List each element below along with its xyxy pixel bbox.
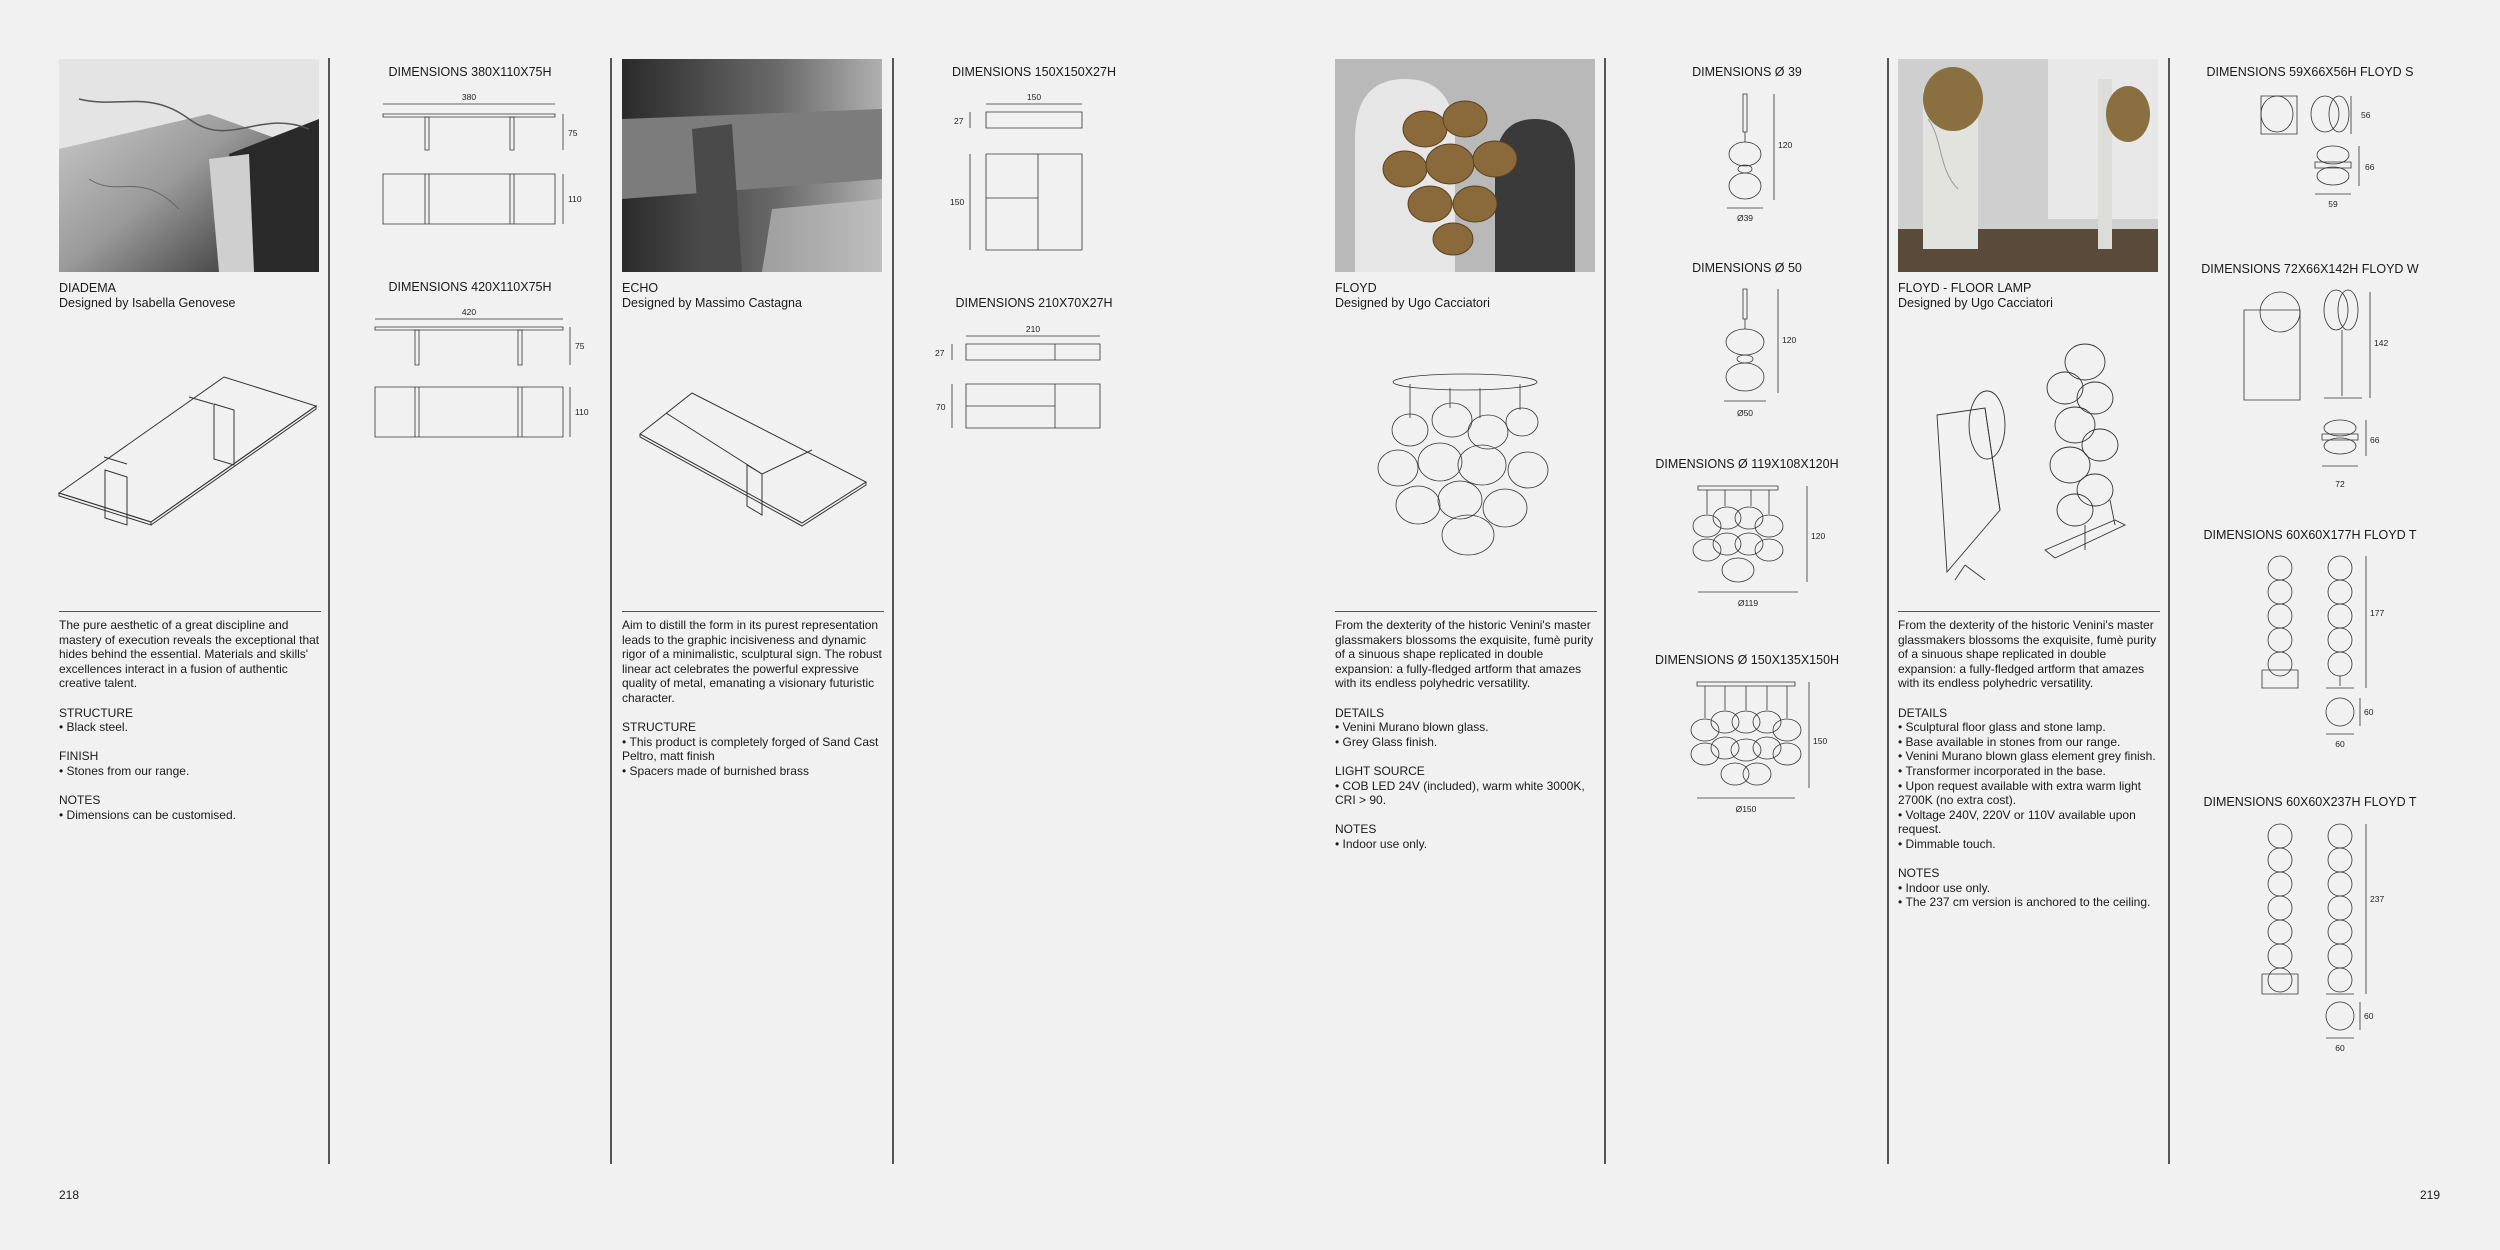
section-item: • Voltage 240V, 220V or 110V available upon request. [1898, 808, 2160, 837]
dimension-title: DIMENSIONS Ø 150X135X150H [1654, 653, 1840, 667]
dimension-height: 142 [2374, 338, 2389, 348]
dimension-height: 75 [575, 341, 585, 351]
description-text: Aim to distill the form in its purest representation leads to the graphic incisiveness and dynamic rigor of a minimalistic, sculptural sign. The robust linear act celebrates the powerful expressive quality of metal, emanating a visionary futuristic character. [622, 618, 882, 705]
diadema-420-drawing [370, 305, 589, 445]
dimension-title: DIMENSIONS 380X110X75H [388, 65, 552, 79]
floyd-39-drawing [1700, 90, 1800, 230]
dimension-title: DIMENSIONS 150X150X27H [952, 65, 1116, 79]
description-text: The pure aesthetic of a great discipline and mastery of execution reveals the exceptional that hides behind the essential. Materials and skills' excellences interact in a fusion of authentic creative talent. [59, 618, 320, 691]
section-item: • COB LED 24V (included), warm white 3000K, CRI > 90. [1335, 779, 1597, 808]
divider [1898, 611, 2160, 612]
dimension-depth: 110 [575, 407, 589, 417]
floyd-chandelier-drawing [1380, 370, 1550, 560]
dimension-length: 420 [461, 307, 477, 317]
divider [1335, 611, 1597, 612]
dimension-title: DIMENSIONS 420X110X75H [388, 280, 552, 294]
floyd-floor-lamp-drawing [1925, 340, 2155, 580]
floyd-floor-description [1898, 618, 2160, 924]
section-item: • Dimmable touch. [1898, 837, 2160, 852]
section-item: • Spacers made of burnished brass [622, 764, 884, 779]
section-heading: NOTES [59, 793, 101, 808]
section-item: • Transformer incorporated in the base. [1898, 764, 2160, 779]
description-text: From the dexterity of the historic Venini's master glassmakers blossoms the exquisite, fumè purity of a sinuous shape replicated in double expansion: a fully-fledged artform that amazes with its endless polyhedric versatility. [1898, 618, 2157, 691]
section-item: • The 237 cm version is anchored to the ceiling. [1898, 895, 2160, 910]
echo-title-block [622, 281, 802, 311]
product-name: FLOYD [1335, 281, 1377, 295]
dimension-height: 56 [2361, 110, 2371, 120]
floyd-50-drawing [1700, 285, 1800, 425]
echo-150-drawing [950, 90, 1100, 260]
column-divider [328, 58, 330, 1164]
product-designer: Designed by Massimo Castagna [622, 296, 802, 310]
dimension-length: 150 [1026, 92, 1042, 102]
product-name: DIADEMA [59, 281, 116, 295]
dimension-width: 59 [2328, 199, 2338, 209]
dimension-title: DIMENSIONS Ø 50 [1692, 261, 1802, 275]
echo-description [622, 618, 884, 793]
dimension-title: DIMENSIONS 210X70X27H [955, 296, 1113, 310]
dimension-depth: 110 [568, 194, 582, 204]
dimension-height: 237 [2370, 894, 2385, 904]
description-text: From the dexterity of the historic Venini's master glassmakers blossoms the exquisite, fumè purity of a sinuous shape replicated in double expansion: a fully-fledged artform that amazes with its endless polyhedric versatility. [1335, 618, 1594, 691]
echo-isometric-drawing [622, 390, 884, 530]
dimension-height: 75 [568, 128, 578, 138]
echo-210-drawing [935, 322, 1110, 432]
section-heading: LIGHT SOURCE [1335, 763, 1425, 778]
section-item: • Sculptural floor glass and stone lamp. [1898, 720, 2160, 735]
floyd-w-drawing [2240, 288, 2390, 498]
dimension-width: Ø50 [1736, 408, 1754, 418]
echo-photo [622, 59, 882, 272]
section-item: • Indoor use only. [1898, 881, 2160, 896]
page-number-left: 218 [59, 1188, 80, 1202]
column-divider [892, 58, 894, 1164]
floyd-title-block [1335, 281, 1490, 311]
dimension-title: DIMENSIONS 60X60X237H FLOYD T [2203, 795, 2417, 809]
dimension-title: DIMENSIONS 72X66X142H FLOYD W [2201, 262, 2419, 276]
divider [59, 611, 321, 612]
column-divider [610, 58, 612, 1164]
column-divider [1887, 58, 1889, 1164]
dimension-width: Ø150 [1735, 804, 1757, 814]
dimension-title: DIMENSIONS 60X60X177H FLOYD T [2203, 528, 2417, 542]
dimension-width: Ø119 [1737, 598, 1759, 608]
product-designer: Designed by Ugo Cacciatori [1898, 296, 2053, 310]
dimension-title: DIMENSIONS Ø 39 [1692, 65, 1802, 79]
dimension-height2: 66 [2365, 162, 2375, 172]
dimension-height: 177 [2370, 608, 2385, 618]
section-item: • Venini Murano blown glass element grey finish. [1898, 749, 2160, 764]
column-divider [2168, 58, 2170, 1164]
floyd-t-177-drawing [2250, 552, 2390, 752]
floyd-floor-lamp-photo [1898, 59, 2158, 272]
section-item: • Stones from our range. [59, 764, 321, 779]
diadema-description [59, 618, 321, 837]
divider [622, 611, 884, 612]
product-designer: Designed by Isabella Genovese [59, 296, 236, 310]
column-divider [1604, 58, 1606, 1164]
section-heading: STRUCTURE [59, 705, 133, 720]
dimension-height: 120 [1811, 531, 1826, 541]
dimension-height2: 66 [2370, 435, 2380, 445]
diadema-380-drawing [375, 90, 582, 230]
floyd-119-drawing [1685, 482, 1825, 622]
floyd-s-drawing [2255, 90, 2385, 220]
floyd-floor-title-block [1898, 281, 2053, 311]
dimension-length: 210 [1025, 324, 1041, 334]
section-item: • This product is completely forged of Sand Cast Peltro, matt finish [622, 735, 884, 764]
section-item: • Black steel. [59, 720, 321, 735]
dimension-width: 60 [2335, 1043, 2345, 1053]
product-designer: Designed by Ugo Cacciatori [1335, 296, 1490, 310]
dimension-height: 27 [935, 348, 945, 358]
dimension-height2: 60 [2364, 1011, 2374, 1021]
dimension-width: 60 [2335, 739, 2345, 749]
section-heading: DETAILS [1335, 705, 1385, 720]
floyd-150-drawing [1685, 678, 1828, 828]
dimension-length: 380 [461, 92, 477, 102]
page-number-right: 219 [2420, 1188, 2441, 1202]
dimension-height: 27 [954, 116, 964, 126]
dimension-depth: 150 [950, 197, 965, 207]
floyd-t-237-drawing [2250, 820, 2390, 1060]
section-heading: FINISH [59, 749, 99, 764]
dimension-depth: 70 [936, 402, 946, 412]
section-heading: STRUCTURE [622, 720, 696, 735]
section-item: • Indoor use only. [1335, 837, 1597, 852]
dimension-width: 72 [2335, 479, 2345, 489]
section-item: • Grey Glass finish. [1335, 735, 1597, 750]
diadema-title-block [59, 281, 236, 311]
section-item: • Venini Murano blown glass. [1335, 720, 1597, 735]
dimension-title: DIMENSIONS Ø 119X108X120H [1655, 457, 1839, 471]
section-item: • Base available in stones from our range. [1898, 735, 2160, 750]
section-heading: NOTES [1898, 866, 1940, 881]
diadema-isometric-drawing [59, 370, 321, 550]
section-item: • Dimensions can be customised. [59, 808, 321, 823]
dimension-width: Ø39 [1736, 213, 1754, 223]
dimension-title: DIMENSIONS 59X66X56H FLOYD S [2206, 65, 2414, 79]
section-heading: NOTES [1335, 822, 1377, 837]
dimension-height: 120 [1782, 335, 1797, 345]
section-heading: DETAILS [1898, 705, 1948, 720]
section-item: • Upon request available with extra warm light 2700K (no extra cost). [1898, 779, 2160, 808]
floyd-description [1335, 618, 1597, 866]
dimension-height: 120 [1778, 140, 1793, 150]
diadema-photo [59, 59, 319, 272]
product-name: ECHO [622, 281, 659, 295]
floyd-photo [1335, 59, 1595, 272]
product-name: FLOYD - FLOOR LAMP [1898, 281, 2032, 295]
dimension-height: 150 [1813, 736, 1828, 746]
dimension-height2: 60 [2364, 707, 2374, 717]
